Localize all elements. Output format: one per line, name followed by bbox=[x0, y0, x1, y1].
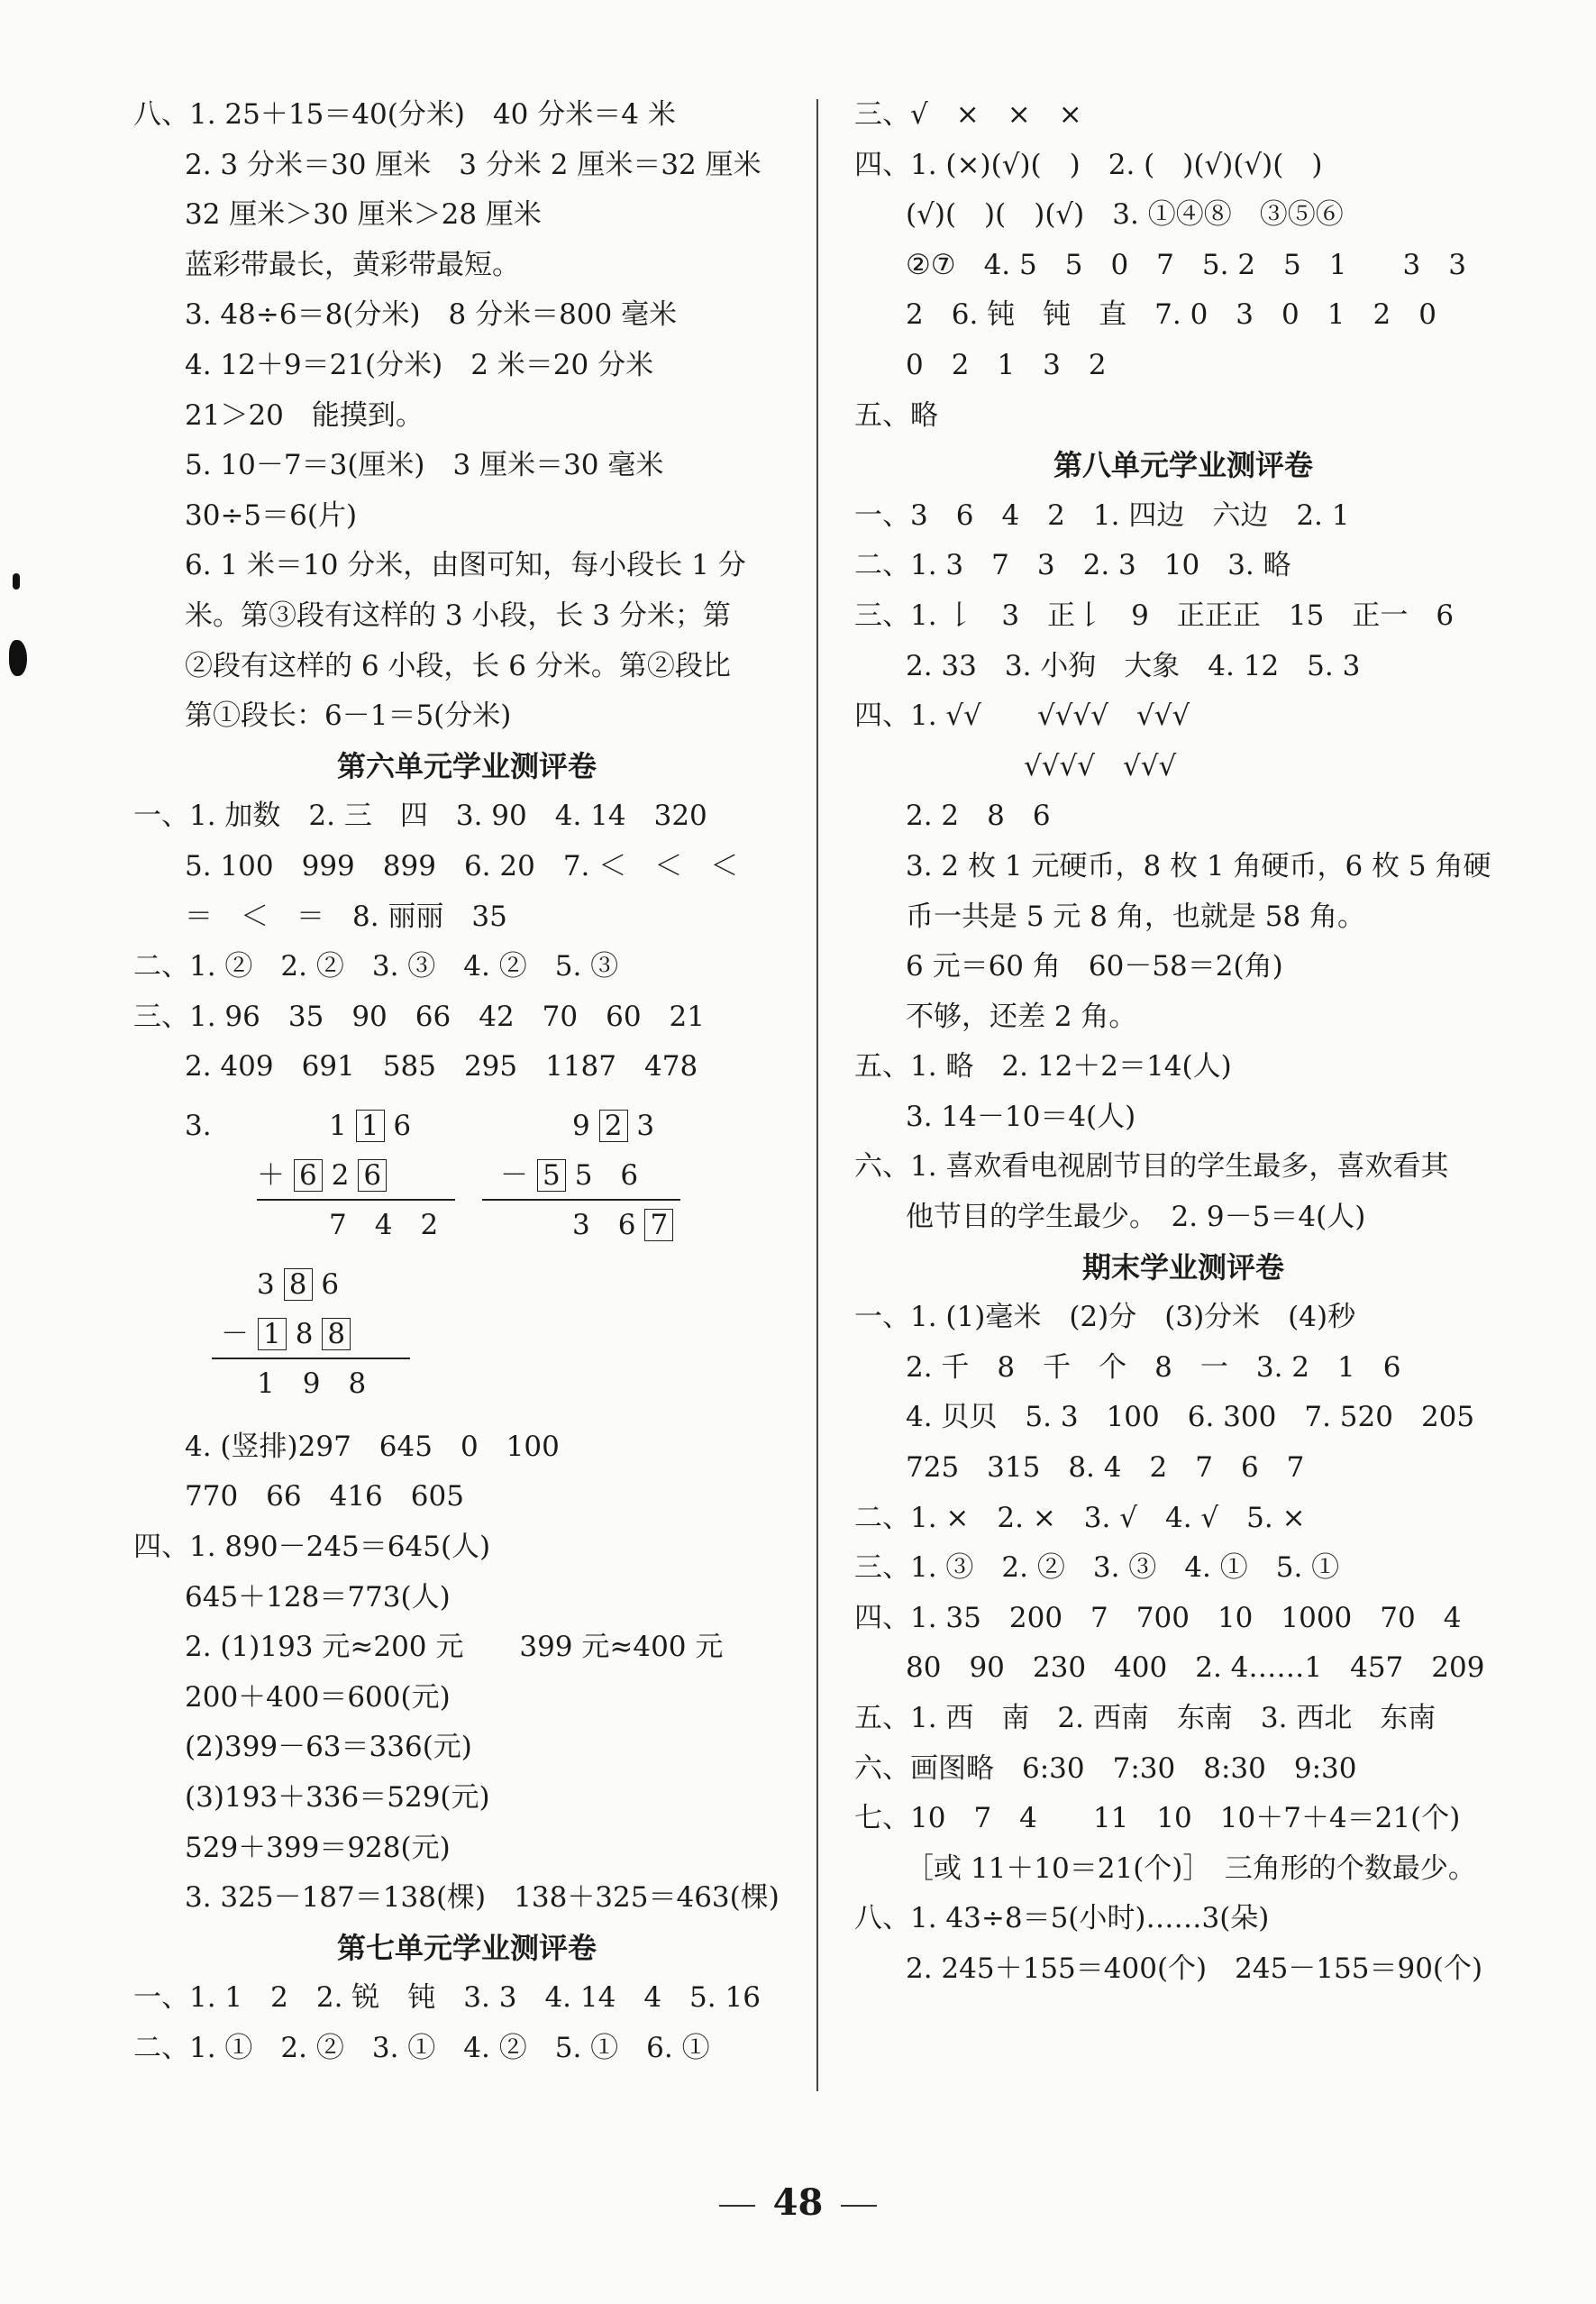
answer-line: 八、1. 43÷8＝5(小时)……3(朵) bbox=[854, 1902, 1270, 1935]
answer-box: 8 bbox=[284, 1268, 313, 1301]
answer-line: ［或 11＋10＝21(个)］ 三角形的个数最少。 bbox=[906, 1851, 1476, 1885]
answer-line: 二、1. ① 2. ② 3. ① 4. ② 5. ① 6. ① bbox=[133, 2032, 710, 2064]
answer-line: 一、1. 加数 2. 三 四 3. 90 4. 14 320 bbox=[133, 800, 707, 833]
answer-line: 八、1. 25＋15＝40(分米) 40 分米＝4 米 bbox=[133, 98, 676, 131]
vertical-calc-row bbox=[185, 1260, 800, 1413]
answer-line: 米。第③段有这样的 3 小段，长 3 分米；第 bbox=[185, 599, 731, 632]
answer-line: 5. 10－7＝3(厘米) 3 厘米＝30 毫米 bbox=[185, 449, 664, 482]
answer-line: 2. 千 8 千 个 8 一 3. 2 1 6 bbox=[906, 1350, 1401, 1384]
answer-box: 5 bbox=[537, 1159, 566, 1192]
answer-line: 4. 12＋9＝21(分米) 2 米＝20 分米 bbox=[185, 348, 654, 381]
answer-line: 80 90 230 400 2. 4……1 457 209 bbox=[906, 1651, 1485, 1685]
answer-line: 一、1. (1)毫米 (2)分 (3)分米 (4)秒 bbox=[854, 1301, 1356, 1334]
vertical-calc-row bbox=[185, 1102, 800, 1255]
answer-line: 2 6. 钝 钝 直 7. 0 3 0 1 2 0 bbox=[906, 298, 1436, 332]
section-title: 第八单元学业测评卷 bbox=[1053, 448, 1313, 483]
answer-line: 六、1. 喜欢看电视剧节目的学生最多，喜欢看其 bbox=[854, 1150, 1449, 1184]
answer-line: 六、画图略 6:30 7:30 8:30 9:30 bbox=[854, 1751, 1357, 1785]
answer-line: 五、1. 西 南 2. 西南 东南 3. 西北 东南 bbox=[854, 1702, 1436, 1734]
answer-line: 3. 325－187＝138(棵) 138＋325＝463(棵) bbox=[185, 1881, 780, 1915]
question-number: 3. bbox=[185, 1109, 212, 1142]
vertical-subtraction: 3 8 6 － 1 8 8 1 9 8 bbox=[221, 1260, 464, 1409]
answer-line: 三、1. 𠄌 3 正𠄌 9 正正正 15 正一 6 bbox=[854, 599, 1455, 632]
answer-line: 2. 409 691 585 295 1187 478 bbox=[185, 1050, 698, 1083]
answer-line: 770 66 416 605 bbox=[185, 1480, 464, 1513]
right-column bbox=[854, 90, 1512, 1995]
answer-line: 二、1. ② 2. ② 3. ③ 4. ② 5. ③ bbox=[133, 950, 619, 983]
vertical-subtraction: 9 2 3 － 5 5 6 3 6 7 bbox=[482, 1102, 725, 1250]
answer-line: 21＞20 能摸到。 bbox=[185, 398, 424, 432]
answer-line: ＝ ＜ ＝ 8. 丽丽 35 bbox=[185, 900, 507, 933]
answer-line: 四、1. √√ √√√√ √√√ bbox=[854, 699, 1190, 733]
section-title: 第七单元学业测评卷 bbox=[336, 1930, 597, 1965]
answer-line: (√)( )( )(√) 3. ①④⑧ ③⑤⑥ bbox=[906, 198, 1344, 232]
answer-box: 7 bbox=[644, 1209, 673, 1241]
answer-line: 二、1. 3 7 3 2. 3 10 3. 略 bbox=[854, 549, 1291, 582]
answer-line: 四、1. 890－245＝645(人) bbox=[133, 1531, 491, 1564]
answer-line: 6. 1 米＝10 分米，由图可知，每小段长 1 分 bbox=[185, 549, 746, 582]
answer-line: 2. (1)193 元≈200 元 399 元≈400 元 bbox=[185, 1631, 724, 1664]
answer-line: 七、10 7 4 11 10 10＋7＋4＝21(个) bbox=[854, 1802, 1461, 1835]
answer-line: 五、1. 略 2. 12＋2＝14(人) bbox=[854, 1050, 1232, 1083]
ink-mark bbox=[13, 573, 20, 590]
answer-box: 2 bbox=[599, 1110, 628, 1142]
answer-line: 2. 2 8 6 bbox=[906, 800, 1051, 833]
vertical-addition: 1 1 6 ＋ 6 2 6 7 4 2 bbox=[221, 1102, 464, 1250]
answer-line: 2. 245＋155＝400(个) 245－155＝90(个) bbox=[906, 1952, 1483, 1985]
answer-box: 6 bbox=[294, 1159, 323, 1192]
answer-box: 1 bbox=[356, 1110, 385, 1142]
answer-line: 第①段长：6－1＝5(分米) bbox=[185, 699, 512, 733]
answer-line: 645＋128＝773(人) bbox=[185, 1580, 451, 1614]
answer-line: 3. 2 枚 1 元硬币，8 枚 1 角硬币，6 枚 5 角硬 bbox=[906, 849, 1491, 882]
page-number: 48 bbox=[0, 2181, 1596, 2224]
answer-line: 二、1. × 2. × 3. √ 4. √ 5. × bbox=[854, 1501, 1306, 1534]
answer-line: 4. 贝贝 5. 3 100 6. 300 7. 520 205 bbox=[906, 1401, 1475, 1434]
section-title: 第六单元学业测评卷 bbox=[336, 748, 597, 783]
answer-line: 他节目的学生最少。 2. 9－5＝4(人) bbox=[906, 1201, 1366, 1234]
answer-line: (2)399－63＝336(元) bbox=[185, 1731, 472, 1764]
answer-line: 一、1. 1 2 2. 锐 钝 3. 3 4. 14 4 5. 16 bbox=[133, 1981, 761, 2015]
answer-line: 不够，还差 2 角。 bbox=[906, 1000, 1137, 1033]
answer-line: 三、√ × × × bbox=[854, 98, 1082, 131]
left-column bbox=[133, 90, 800, 2074]
answer-line: √√√√ √√√ bbox=[1024, 749, 1177, 782]
answer-line: 3. 14－10＝4(人) bbox=[906, 1100, 1136, 1133]
answer-line: 三、1. 96 35 90 66 42 70 60 21 bbox=[133, 1000, 706, 1033]
ink-mark bbox=[9, 640, 27, 676]
answer-line: ②段有这样的 6 小段，长 6 分米。第②段比 bbox=[185, 649, 731, 682]
answer-line: 币一共是 5 元 8 角，也就是 58 角。 bbox=[906, 900, 1366, 933]
answer-line: 5. 100 999 899 6. 20 7. ＜ ＜ ＜ bbox=[185, 849, 739, 882]
answer-line: 200＋400＝600(元) bbox=[185, 1680, 451, 1714]
answer-line: 0 2 1 3 2 bbox=[906, 348, 1107, 381]
answer-line: 三、1. ③ 2. ② 3. ③ 4. ① 5. ① bbox=[854, 1551, 1340, 1585]
answer-line: 30÷5＝6(片) bbox=[185, 498, 358, 532]
answer-line: 3. 48÷6＝8(分米) 8 分米＝800 毫米 bbox=[185, 298, 678, 332]
answer-line: (3)193＋336＝529(元) bbox=[185, 1781, 490, 1815]
answer-box: 1 bbox=[258, 1318, 287, 1350]
answer-line: 2. 33 3. 小狗 大象 4. 12 5. 3 bbox=[906, 649, 1361, 682]
answer-line: 725 315 8. 4 2 7 6 7 bbox=[906, 1451, 1305, 1485]
answer-line: 四、1. (×)(√)( ) 2. ( )(√)(√)( ) bbox=[854, 148, 1323, 181]
answer-line: 6 元＝60 角 60－58＝2(角) bbox=[906, 950, 1283, 983]
section-title: 期末学业测评卷 bbox=[1081, 1249, 1284, 1285]
answer-line: 529＋399＝928(元) bbox=[185, 1831, 451, 1864]
column-divider bbox=[816, 99, 818, 2091]
answer-line: 蓝彩带最长，黄彩带最短。 bbox=[185, 248, 520, 281]
answer-box: 8 bbox=[322, 1318, 351, 1350]
answer-line: 2. 3 分米＝30 厘米 3 分米 2 厘米＝32 厘米 bbox=[185, 148, 762, 181]
answer-line: 4. (竖排)297 645 0 100 bbox=[185, 1430, 560, 1463]
answer-line: ②⑦ 4. 5 5 0 7 5. 2 5 1 3 3 bbox=[906, 248, 1466, 281]
answer-line: 一、3 6 4 2 1. 四边 六边 2. 1 bbox=[854, 498, 1350, 532]
answer-box: 6 bbox=[358, 1159, 387, 1192]
answer-line: 32 厘米＞30 厘米＞28 厘米 bbox=[185, 198, 542, 232]
answer-line: 四、1. 35 200 7 700 10 1000 70 4 bbox=[854, 1601, 1462, 1634]
answer-line: 五、略 bbox=[854, 398, 938, 432]
